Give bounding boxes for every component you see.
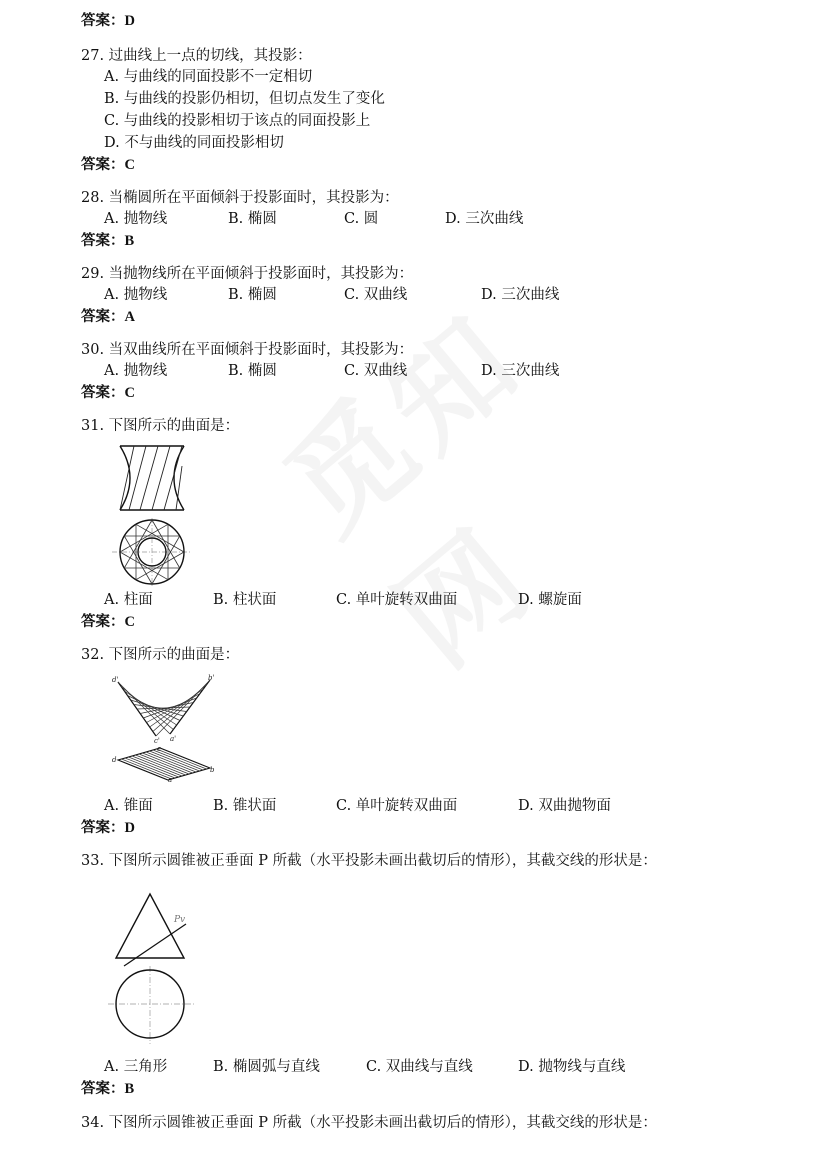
answer-value: D — [124, 820, 135, 836]
hyperboloid-ruling-line — [124, 520, 152, 568]
answer-label: 答案： — [81, 819, 125, 836]
question-text: 下图所示的曲面是： — [108, 647, 240, 663]
q31-option-c: C. 单叶旋转双曲面 — [336, 592, 458, 608]
question-32 — [81, 646, 239, 664]
question-number: 31. — [81, 418, 105, 434]
question-31 — [81, 417, 239, 435]
answer-label: 答案： — [81, 384, 125, 401]
q33-option-a: A. 三角形 — [104, 1059, 168, 1075]
cone-front-view-figure — [108, 890, 198, 970]
q29-option-b: B. 椭圆 — [228, 287, 277, 303]
answer-27 — [81, 156, 135, 174]
answer-value: D — [124, 13, 135, 29]
cone-top-view-figure — [108, 966, 198, 1046]
hyperboloid-ruling-line — [136, 552, 184, 580]
answer-value: B — [124, 233, 135, 249]
q31-option-d: D. 螺旋面 — [518, 592, 582, 608]
question-30 — [81, 341, 413, 359]
question-text: 下图所示的曲面是： — [108, 418, 240, 434]
question-number: 29. — [81, 266, 105, 282]
answer-label: 答案： — [81, 308, 125, 325]
answer-label: 答案： — [81, 232, 125, 249]
question-text: 下图所示圆锥被正垂面 P 所截（水平投影未画出截切后的情形），其截交线的形状是： — [108, 853, 657, 869]
label-b-prime: b' — [208, 674, 215, 682]
q30-option-b: B. 椭圆 — [228, 363, 277, 379]
answer-value: A — [124, 309, 135, 325]
question-number: 32. — [81, 647, 105, 663]
question-text: 下图所示圆锥被正垂面 P 所截（水平投影未画出截切后的情形），其截交线的形状是： — [108, 1115, 657, 1131]
hyperboloid-ruling-line — [120, 552, 168, 580]
question-text: 当抛物线所在平面倾斜于投影面时，其投影为： — [108, 266, 414, 282]
label-d: d — [112, 756, 117, 764]
q29-option-c: C. 双曲线 — [344, 287, 408, 303]
question-text: 过曲线上一点的切线，其投影： — [108, 48, 312, 64]
q31-option-b: B. 柱状面 — [213, 592, 277, 608]
q28-option-b: B. 椭圆 — [228, 211, 277, 227]
hyperbolic-paraboloid-figure — [108, 672, 220, 788]
q28-option-d: D. 三次曲线 — [445, 211, 524, 227]
q30-option-a: A. 抛物线 — [104, 363, 168, 379]
watermark — [244, 228, 656, 633]
answer-30 — [81, 384, 135, 402]
q32-option-c: C. 单叶旋转双曲面 — [336, 798, 458, 814]
answer-31 — [81, 613, 135, 631]
hyperboloid-top-view-figure — [112, 518, 192, 586]
label-a: a — [168, 776, 173, 784]
q29-option-a: A. 抛物线 — [104, 287, 168, 303]
label-d-prime: d' — [112, 676, 119, 684]
q33-option-b: B. 椭圆弧与直线 — [213, 1059, 320, 1075]
q33-option-c: C. 双曲线与直线 — [366, 1059, 473, 1075]
label-c-prime: c' — [154, 737, 160, 745]
q27-option-a: A. 与曲线的同面投影不一定相切 — [104, 69, 313, 85]
q30-option-c: C. 双曲线 — [344, 363, 408, 379]
answer-label: 答案： — [81, 613, 125, 630]
answer-33 — [81, 1080, 134, 1098]
q27-option-d: D. 不与曲线的同面投影相切 — [104, 135, 284, 151]
answer-value: C — [124, 385, 135, 401]
q32-option-d: D. 双曲抛物面 — [518, 798, 611, 814]
q27-option-b: B. 与曲线的投影仍相切，但切点发生了变化 — [104, 91, 385, 107]
answer-label: 答案： — [81, 156, 125, 173]
hyperboloid-ruling-line — [124, 536, 152, 584]
q29-option-d: D. 三次曲线 — [481, 287, 560, 303]
label-a-prime: a' — [170, 735, 177, 743]
question-text: 当椭圆所在平面倾斜于投影面时，其投影为： — [108, 190, 399, 206]
hyperboloid-ruling-line — [120, 524, 168, 552]
label-c: c — [157, 745, 161, 753]
answer-label: 答案： — [81, 1080, 125, 1097]
label-b: b — [210, 766, 215, 774]
q32-option-b: B. 锥状面 — [213, 798, 277, 814]
question-number: 30. — [81, 342, 105, 358]
q30-option-d: D. 三次曲线 — [481, 363, 560, 379]
question-27 — [81, 47, 312, 65]
hyperboloid-front-view-figure — [112, 444, 192, 512]
question-text: 当双曲线所在平面倾斜于投影面时，其投影为： — [108, 342, 414, 358]
answer-29 — [81, 308, 135, 326]
q28-option-a: A. 抛物线 — [104, 211, 168, 227]
question-29 — [81, 265, 413, 283]
q33-option-d: D. 抛物线与直线 — [518, 1059, 626, 1075]
answer-value: C — [124, 614, 135, 630]
question-number: 27. — [81, 48, 105, 64]
q31-option-a: A. 柱面 — [104, 592, 153, 608]
question-number: 28. — [81, 190, 105, 206]
question-number: 33. — [81, 853, 105, 869]
answer-value: B — [124, 1081, 135, 1097]
answer-26 — [81, 12, 135, 30]
answer-32 — [81, 819, 135, 837]
answer-28 — [81, 232, 134, 250]
answer-label: 答案： — [81, 12, 125, 29]
plane-label-pv: Pv — [174, 915, 186, 925]
question-34 — [81, 1114, 657, 1132]
answer-value: C — [124, 157, 135, 173]
q27-option-c: C. 与曲线的投影相切于该点的同面投影上 — [104, 113, 371, 129]
question-number: 34. — [81, 1115, 105, 1131]
hyperboloid-ruling-line — [136, 524, 184, 552]
question-28 — [81, 189, 399, 207]
question-33 — [81, 852, 657, 870]
q28-option-c: C. 圆 — [344, 211, 379, 227]
q32-option-a: A. 锥面 — [104, 798, 153, 814]
